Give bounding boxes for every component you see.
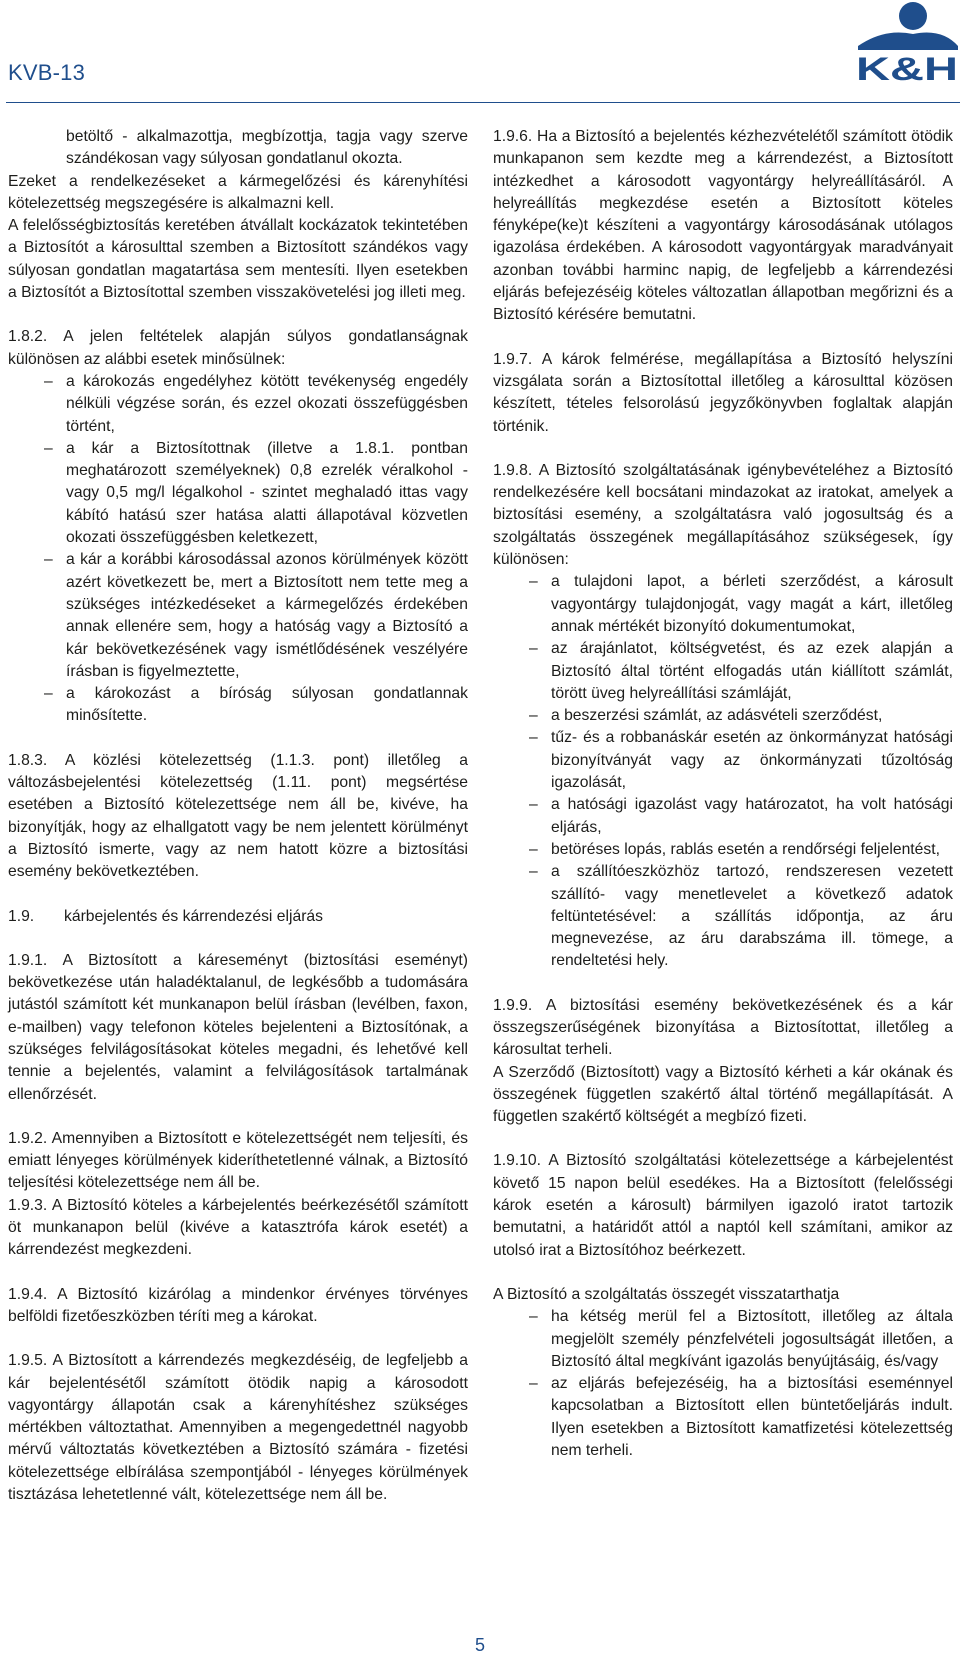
page-number: 5	[474, 1635, 485, 1655]
paragraph-1-9-5: 1.9.5. A Biztosított a kárrendezés megkezdéséig, de legfeljebb a kár bejelentésétől számított ötödik napig a károsodott vagyontárgy állapotán csak a kárenyhítéshez szükséges mértékben változtathat. Amennyiben a megengedettnél nagyobb mérvű változtatás következtében a Biztosító számára - fizetési kötelezettsége elbírálása szempontjából - lényeges körülmények tisztázása lehetetlenné vált, kötelezettsége nem áll be.	[8, 1352, 468, 1504]
list-required-documents	[493, 571, 953, 972]
paragraph-1-9-2: 1.9.2. Amennyiben a Biztosított e kötelezettségét nem teljesíti, és emiatt lényeges körülmények kideríthetetlenné válnak, a Biztosító teljesítési kötelezettsége nem áll be.	[8, 1129, 468, 1192]
kh-logo	[854, 2, 960, 82]
list-item: – a hatósági igazolást vagy határozatot, ha volt hatósági eljárás,	[493, 794, 953, 839]
list-item: – az eljárás befejezéséig, ha a biztosítási eseménnyel kapcsolatban a Biztosított ellen büntetőeljárás indult. Ilyen esetekben a Biztosított kamatfizetési kötelezettség nem terheli.	[493, 1373, 953, 1462]
list-item: – a kár a Biztosítottnak (illetve a 1.8.1. pontban meghatározott személyeknek) 0,8 ezrelék véralkohol - vagy 0,5 mg/l légalkohol - szintet meghaladó ittas vagy kábító hatású szer hatása alatti állapotával közvetlen okozati összefüggésben keletkezett,	[8, 438, 468, 549]
logo-circle	[899, 2, 927, 30]
paragraph-withhold: A Biztosító a szolgáltatás összegét visszatarthatja	[493, 1285, 840, 1303]
paragraph-1-8-3: 1.8.3. A közlési kötelezettség (1.1.3. pont) illetőleg a változásbejelentési kötelezettség (1.11. pont) megsértése esetében a Biztosító kötelezettsége nem áll be, kivéve, ha bizonyítják, hogy az elhallgatott vagy be nem jelentett körülményt a Biztosító ismerte, vagy az nem hatott közre a biztosítási esemény bekövetkeztében.	[8, 751, 468, 881]
paragraph-prevention: Ezeket a rendelkezéseket a kármegelőzési és kárenyhítési kötelezettség megszegésére is alkalmazni kell.	[8, 172, 468, 212]
left-column	[8, 126, 468, 1506]
list-item: – a szállítóeszközhöz tartozó, rendszeresen vezetett szállító- vagy menetlevelet a következő adatok feltüntetésével: a szállítás időpontja, az áru megnevezése, az áru darabszáma ill. tömege, a rendeltetési hely.	[493, 861, 953, 972]
section-heading	[8, 906, 468, 928]
list-item: – betöréses lopás, rablás esetén a rendőrségi feljelentést,	[493, 839, 953, 861]
list-item: – a beszerzési számlát, az adásvételi szerződést,	[493, 705, 953, 727]
list-item: – a károkozást a bíróság súlyosan gondatlannak minősítette.	[8, 683, 468, 728]
list-item: – a tulajdoni lapot, a bérleti szerződést, a károsult vagyontárgy tulajdonjogát, vagy magát a kárt, illetőleg annak mértékét bizonyító dokumentumokat,	[493, 571, 953, 638]
list-withhold-conditions	[493, 1306, 953, 1462]
paragraph-continuation: betöltő - alkalmazottja, megbízottja, tagja vagy szerve szándékosan vagy súlyosan gondatlanul okozta.	[66, 128, 468, 168]
document-code: KVB-13	[8, 60, 86, 85]
list-gross-negligence	[8, 371, 468, 728]
paragraph-1-9-4: 1.9.4. A Biztosító kizárólag a mindenkor érvényes törvényes belföldi fizetőeszközben téríti meg a károkat.	[8, 1285, 468, 1325]
paragraph-expert: A Szerződő (Biztosított) vagy a Biztosító kérheti a kár okának és összegének független szakértő által történő megállapítását. A független szakértő költségét a megbízó fizeti.	[493, 1063, 953, 1126]
right-column	[493, 126, 953, 1462]
list-item: – a kár a korábbi károsodással azonos körülmények között azért következett be, mert a Biztosított nem tette meg a szükséges intézkedéseket a kármegelőzés érdekében annak ellenére sem, hogy a hatóság vagy a Biztosító a kár bekövetkezésének vagy ismétlődésének veszélyére írásban is figyelmeztette,	[8, 549, 468, 683]
section-number: 1.9.	[8, 907, 35, 925]
list-item: – az árajánlatot, költségvetést, és az ezek alapján a Biztosító által történt elfogadás után kiállított számlát, törött üveg helyreállítási számláját,	[493, 638, 953, 705]
section-title: kárbejelentés és kárrendezési eljárás	[64, 907, 323, 925]
paragraph-1-9-7: 1.9.7. A károk felmérése, megállapítása a Biztosító helyszíni vizsgálata során a Biztosítottal illetőleg a károsulttal közösen készített, tételes felsorolású jegyzőkönyvben foglaltak alapján történik.	[493, 350, 953, 435]
list-item: – tűz- és a robbanáskár esetén az önkormányzat hatósági bizonyítványát vagy az önkormányzati tűzoltóság igazolását,	[493, 727, 953, 794]
paragraph-1-9-3: 1.9.3. A Biztosító köteles a kárbejelentés beérkezésétől számított öt munkanapon belül (kivéve a katasztrófa károk esetét) a kárrendezést megkezdeni.	[8, 1196, 468, 1259]
paragraph-1-9-9: 1.9.9. A biztosítási esemény bekövetkezésének és a kár összegszerűségének bizonyítása a Biztosítottat, illetőleg a károsultat terheli.	[493, 996, 953, 1059]
paragraph-1-9-10: 1.9.10. A Biztosító szolgáltatási kötelezettsége a kárbejelentést követő 15 napon belül esedékes. Ha a Biztosított (felelősségi károk esetén a károsult) bármilyen igazoló iratot tartozik bemutatni, a határidőt attól a naptól kell számítani, amikor az utolsó irat a Biztosítóhoz beérkezett.	[493, 1152, 953, 1259]
paragraph-1-8-2: 1.8.2. A jelen feltételek alapján súlyos gondatlanságnak különösen az alábbi esetek minősülnek:	[8, 328, 468, 368]
paragraph-1-9-8: 1.9.8. A Biztosító szolgáltatásának igénybevételéhez a Biztosító rendelkezésére kell bocsátani mindazokat az iratokat, amelyek a biztosítási esemény, a szolgáltatásra való jogosultság és a szolgáltatás összegének megállapításához szükségesek, így különösen:	[493, 461, 953, 569]
list-item: – a károkozás engedélyhez kötött tevékenység engedély nélküli végzése során, és ezzel okozati összefüggésben történt,	[8, 371, 468, 438]
list-item: – ha kétség merül fel a Biztosított, illetőleg az általa megjelölt személy pénzfelvételi jogosultságát illetően, a Biztosító által megkívánt igazolás benyújtásáig, és/vagy	[493, 1306, 953, 1373]
page-header	[0, 0, 960, 105]
header-rule	[6, 102, 960, 103]
paragraph-1-9-6: 1.9.6. Ha a Biztosító a bejelentés kézhezvételétől számított ötödik munkapanon sem kezdte meg a kárrendezést, a Biztosított intézkedhet a károsodott vagyontárgy helyreállításáról. A helyreállítás megkezdése esetén a Biztosított köteles fényképe(ke)t készíteni a vagyontárgy károsodásának utólagos igazolása érdekében. A károsodott vagyontárgyak maradványait azonban további harminc napig, de legfeljebb a kárrendezési eljárás befejezéséig köteles változatlan állapotban megőrizni és a Biztosító kérésére bemutatni.	[493, 128, 953, 324]
logo-text: K&H	[856, 51, 958, 82]
logo-shoulders	[858, 33, 958, 51]
paragraph-liability: A felelősségbiztosítás keretében átvállalt kockázatok tekintetében a Biztosítót a károsulttal szemben a Biztosított szándékos vagy súlyosan gondatlan magatartása sem mentesíti. Ilyen esetekben a Biztosítót a Biztosítottal szemben visszakövetelési jog illeti meg.	[8, 217, 468, 302]
paragraph-1-9-1: 1.9.1. A Biztosított a káreseményt (biztosítási eseményt) bekövetkezése után haladéktalanul, de legkésőbb a tudomására jutástól számított két munkanapon belül írásban (levélben, faxon, e-mailben) vagy telefonon köteles bejelenteni a Biztosítónak, a szükséges felvilágosításokat köteles megadni, és lehetővé kell tennie a bejelentés, valamint a felvilágosítások tartalmának ellenőrzését.	[8, 951, 468, 1103]
